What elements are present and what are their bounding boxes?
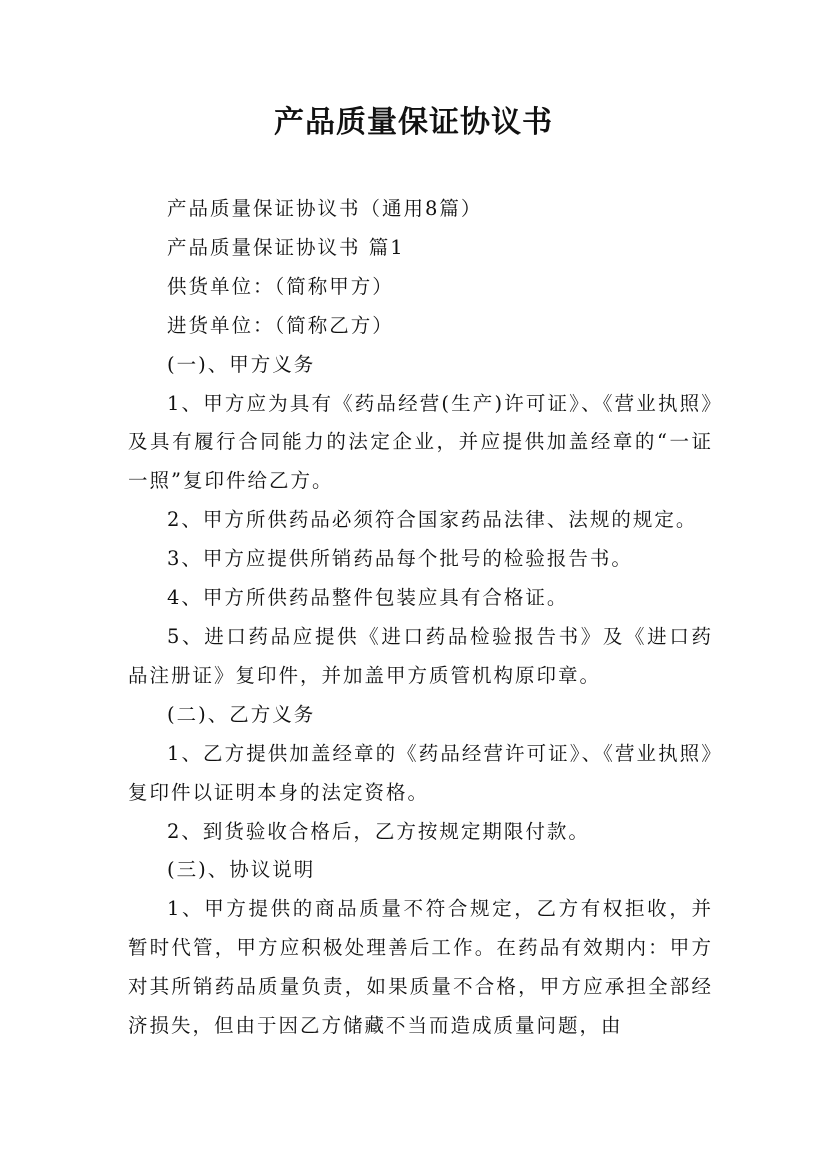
paragraph-party-a-duty-5: 5、进口药品应提供《进口药品检验报告书》及《进口药品注册证》复印件，并加盖甲方质管机构原印章。 bbox=[128, 624, 713, 687]
document-body bbox=[128, 190, 713, 1046]
paragraph-party-a-duty-4: 4、甲方所供药品整件包装应具有合格证。 bbox=[167, 586, 569, 610]
paragraph-collection-title: 产品质量保证协议书（通用8篇） bbox=[167, 197, 483, 220]
paragraph-party-b-duty-1: 1、乙方提供加盖经章的《药品经营许可证》、《营业执照》复印件以证明本身的法定资格。 bbox=[128, 741, 713, 804]
section-heading-party-a-duties: (一)、甲方义务 bbox=[167, 352, 316, 376]
paragraph-party-b-duty-2: 2、到货验收合格后，乙方按规定期限付款。 bbox=[167, 819, 590, 843]
section-heading-agreement-notes: (三)、协议说明 bbox=[167, 858, 316, 882]
paragraph-party-a-duty-3: 3、甲方应提供所销药品每个批号的检验报告书。 bbox=[167, 547, 633, 571]
document-title: 产品质量保证协议书 bbox=[274, 105, 553, 140]
paragraph-party-a-duty-1: 1、甲方应为具有《药品经营(生产)许可证》、《营业执照》及具有履行合同能力的法定企业，并应提供加盖经章的“一证一照”复印件给乙方。 bbox=[128, 391, 713, 493]
paragraph-purchaser: 进货单位：（简称乙方） bbox=[167, 313, 394, 337]
paragraph-party-a-duty-2: 2、甲方所供药品必须符合国家药品法律、法规的规定。 bbox=[167, 508, 698, 532]
paragraph-agreement-note-1: 1、甲方提供的商品质量不符合规定，乙方有权拒收，并暂时代管，甲方应积极处理善后工作。在药品有效期内：甲方对其所销药品质量负责，如果质量不合格，甲方应承担全部经济损失，但由于因乙方储藏不当而造成质量问题，由 bbox=[128, 897, 713, 1038]
paragraph-part-heading: 产品质量保证协议书 篇1 bbox=[167, 235, 405, 259]
section-heading-party-b-duties: (二)、乙方义务 bbox=[167, 702, 316, 726]
paragraph-supplier: 供货单位：（简称甲方） bbox=[167, 274, 394, 298]
